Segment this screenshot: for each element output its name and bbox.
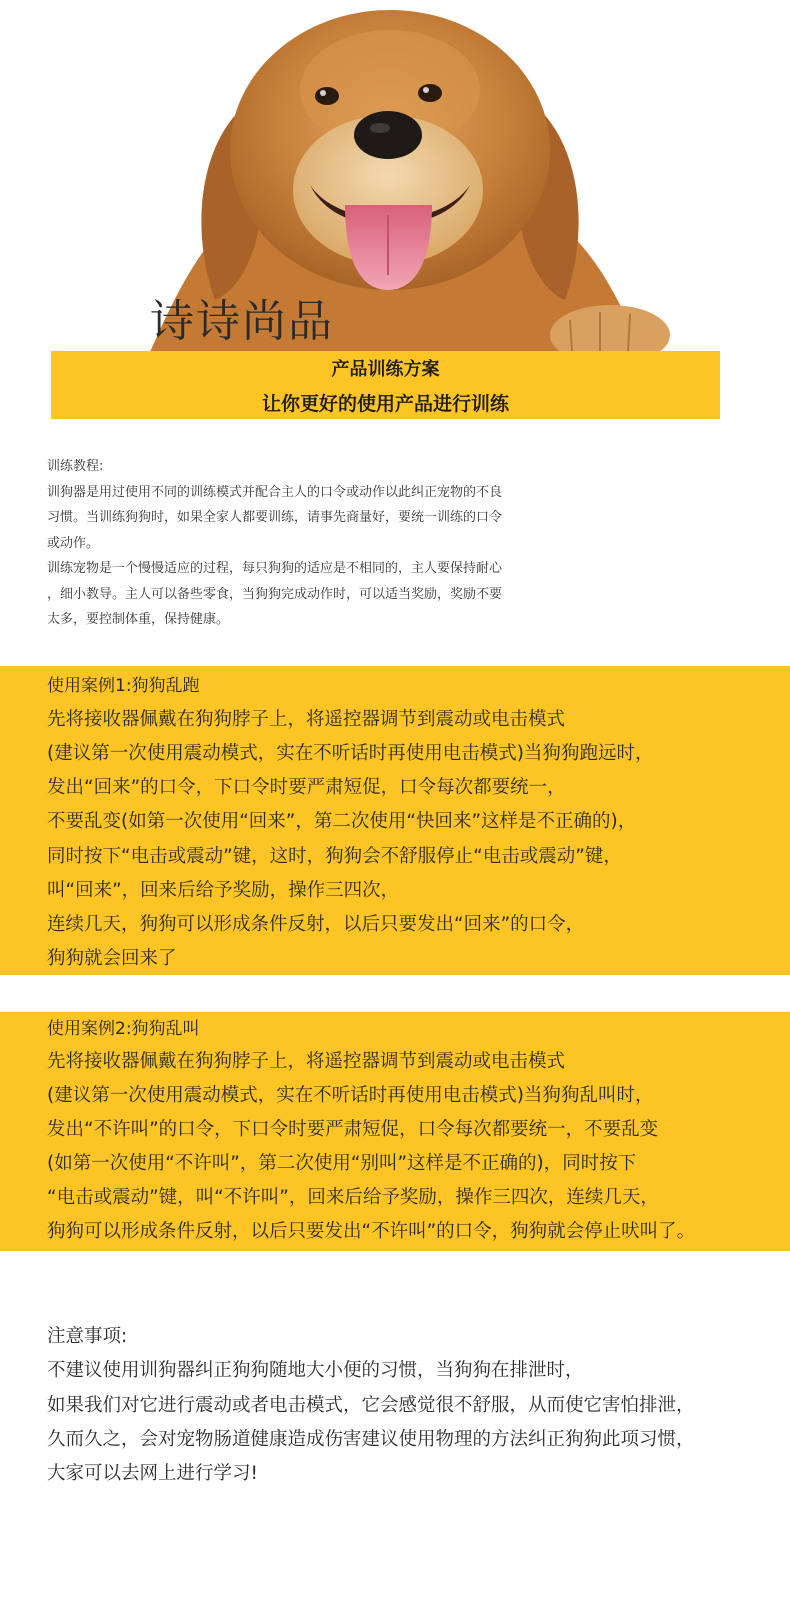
case2-title: 使用案例2:狗狗乱叫 bbox=[47, 1019, 200, 1039]
case1-line: 不要乱变(如第一次使用“回来”，第二次使用“快回来”这样是不正确的)， bbox=[47, 811, 637, 832]
case1-section bbox=[0, 666, 790, 975]
case1-line: 连续几天，狗狗可以形成条件反射，以后只要发出“回来”的口令， bbox=[47, 914, 585, 935]
notes-line: 如果我们对它进行震动或者电击模式，它会感觉很不舒服，从而使它害怕排泄， bbox=[47, 1395, 695, 1416]
tutorial-line: ，细小教导。主人可以备些零食，当狗狗完成动作时，可以适当奖励，奖励不要 bbox=[47, 586, 503, 602]
case2-line: (建议第一次使用震动模式，实在不听话时再使用电击模式)当狗狗乱叫时， bbox=[47, 1085, 654, 1106]
case1-line: (建议第一次使用震动模式，实在不听话时再使用电击模式)当狗狗跑远时， bbox=[47, 743, 654, 764]
case1-line: 发出“回来”的口令，下口令时要严肃短促，口令每次都要统一， bbox=[47, 777, 566, 798]
case1-line: 同时按下“电击或震动”键，这时，狗狗会不舒服停止“电击或震动”键， bbox=[47, 846, 622, 867]
case2-line: 先将接收器佩戴在狗狗脖子上，将遥控器调节到震动或电击模式 bbox=[47, 1051, 566, 1072]
tutorial-line: 太多，要控制体重，保持健康。 bbox=[47, 612, 230, 627]
case2-section bbox=[0, 1012, 790, 1251]
brand-watermark: 诗诗尚品 bbox=[150, 296, 334, 347]
tutorial-line: 训练宠物是一个慢慢适应的过程，每只狗狗的适应是不相同的，主人要保持耐心 bbox=[47, 561, 503, 576]
case1-line: 狗狗就会回来了 bbox=[47, 948, 177, 969]
tutorial-line: 或动作。 bbox=[47, 535, 100, 551]
case1-line: 叫“回来”，回来后给予奖励，操作三四次， bbox=[47, 880, 400, 901]
case2-line: 发出“不许叫”的口令，下口令时要严肃短促，口令每次都要统一，不要乱变 bbox=[47, 1119, 659, 1140]
banner-title: 产品训练方案 bbox=[331, 359, 440, 380]
golden-retriever-image bbox=[0, 0, 790, 352]
notes-heading: 注意事项: bbox=[47, 1326, 128, 1347]
notes-line: 大家可以去网上进行学习! bbox=[47, 1463, 258, 1484]
tutorial-line: 习惯。当训练狗狗时，如果全家人都要训练，请事先商量好，要统一训练的口令 bbox=[47, 510, 503, 525]
case2-line: “电击或震动”键，叫“不许叫”，回来后给予奖励，操作三四次，连续几天， bbox=[47, 1187, 659, 1208]
notes-line: 不建议使用训狗器纠正狗狗随地大小便的习惯，当狗狗在排泄时， bbox=[47, 1360, 584, 1381]
hero-banner bbox=[0, 0, 790, 352]
case2-line: 狗狗可以形成条件反射，以后只要发出“不许叫”的口令，狗狗就会停止吠叫了。 bbox=[47, 1221, 696, 1242]
title-banner bbox=[51, 351, 720, 419]
tutorial-section bbox=[47, 454, 587, 633]
case1-title: 使用案例1:狗狗乱跑 bbox=[47, 676, 200, 696]
case2-line: (如第一次使用“不许叫”，第二次使用“别叫”这样是不正确的)，同时按下 bbox=[47, 1153, 637, 1174]
tutorial-heading: 训练教程: bbox=[47, 459, 104, 474]
case1-line: 先将接收器佩戴在狗狗脖子上，将遥控器调节到震动或电击模式 bbox=[47, 709, 566, 730]
tutorial-line: 训狗器是用过使用不同的训练模式并配合主人的口令或动作以此纠正宠物的不良 bbox=[47, 484, 503, 500]
banner-subtitle: 让你更好的使用产品进行训练 bbox=[261, 393, 509, 415]
notes-line: 久而久之，会对宠物肠道健康造成伤害建议使用物理的方法纠正狗狗此项习惯， bbox=[47, 1429, 695, 1450]
